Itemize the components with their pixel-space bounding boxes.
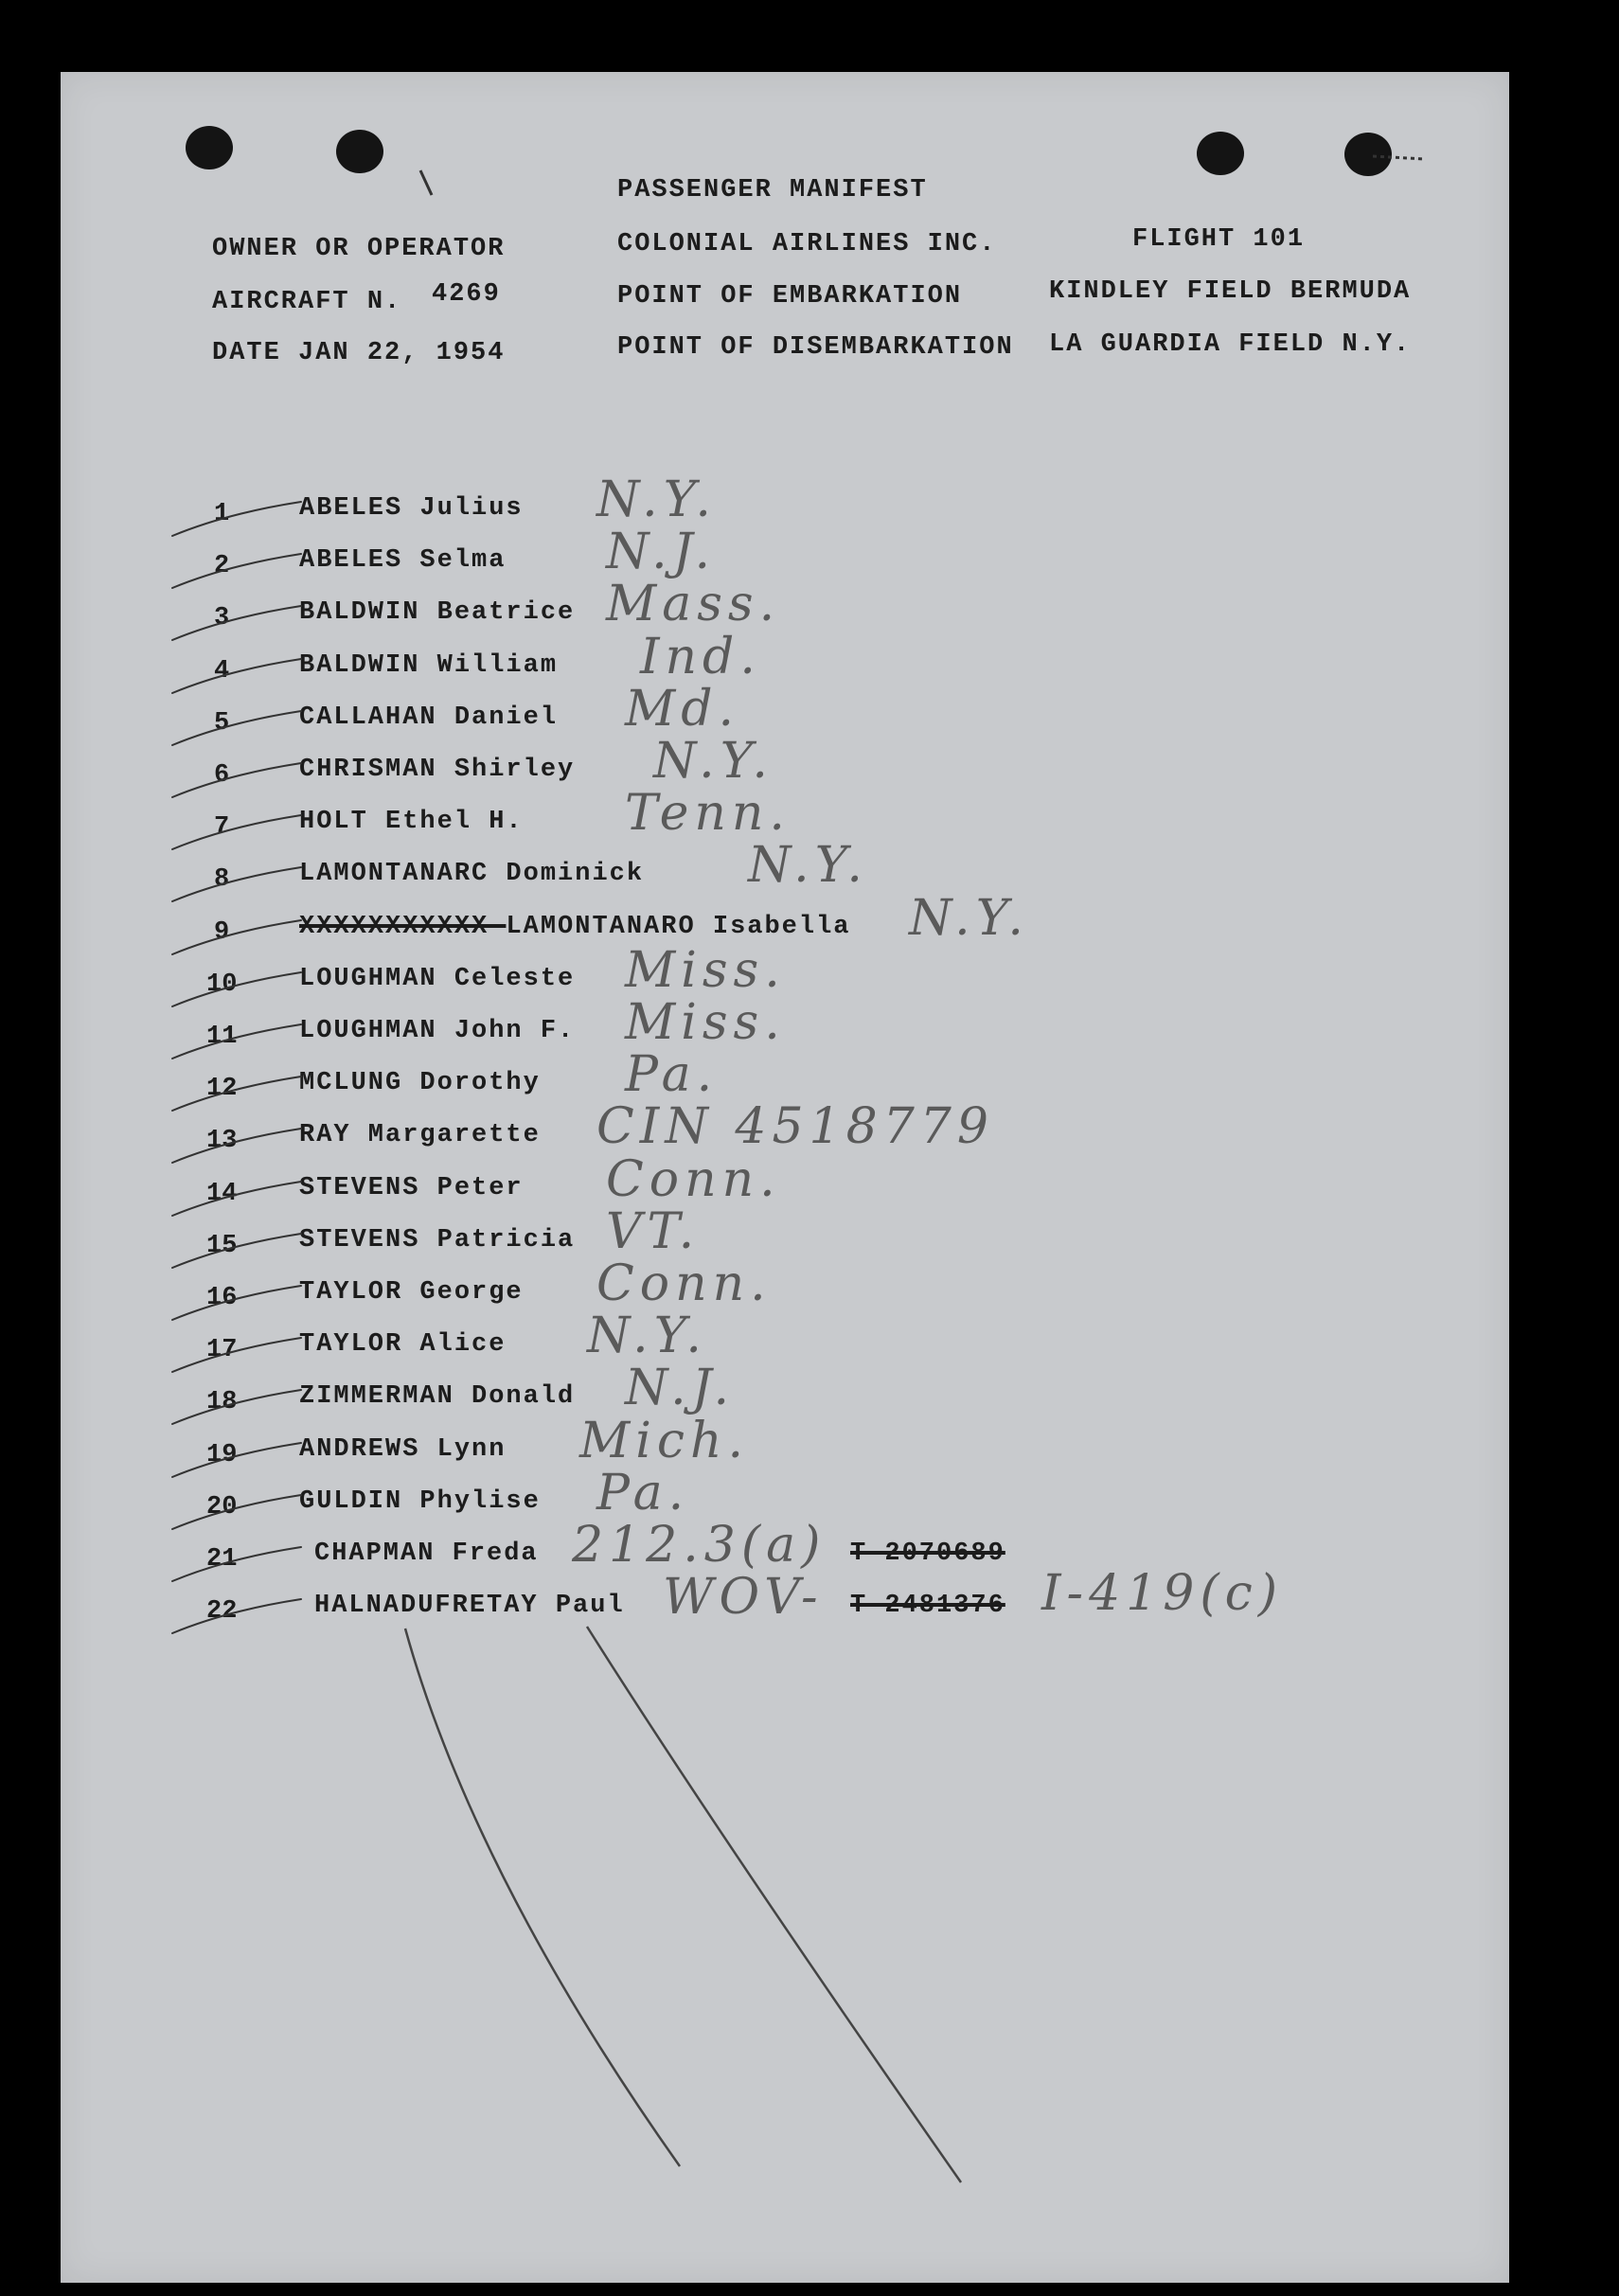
passenger-name-text: MCLUNG Dorothy (299, 1069, 541, 1097)
date-label: DATE JAN 22, 1954 (212, 339, 506, 367)
passenger-number: 8 (214, 865, 230, 894)
handwritten-note: N.Y. (909, 890, 1029, 947)
passenger-name-text: ABELES Julius (299, 494, 524, 523)
passenger-name-text: CALLAHAN Daniel (299, 703, 559, 732)
passenger-name-text: ZIMMERMAN Donald (299, 1382, 576, 1411)
handwritten-note: Pa. (596, 1465, 690, 1522)
passenger-name-text: LAMONTANARO Isabella (506, 913, 851, 941)
passenger-name-text: RAY Margarette (299, 1121, 541, 1149)
check-mark (172, 1129, 301, 1163)
passenger-name-text: ANDREWS Lynn (299, 1435, 507, 1464)
passenger-number: 12 (206, 1075, 238, 1103)
owner-label: OWNER OR OPERATOR (212, 235, 506, 263)
handwritten-note: N.Y. (653, 733, 774, 790)
check-mark (172, 867, 301, 901)
check-mark (172, 1547, 301, 1581)
handwritten-note: N.Y. (596, 472, 717, 528)
struck-code: T-2481376 (850, 1592, 1005, 1620)
passenger-number: 15 (206, 1232, 238, 1260)
check-mark (172, 1443, 301, 1477)
passenger-name-text: CHRISMAN Shirley (299, 756, 576, 784)
check-mark (172, 606, 301, 640)
passenger-number: 18 (206, 1388, 238, 1416)
handwritten-note: N.Y. (748, 837, 868, 894)
passenger-number: 5 (214, 709, 230, 738)
check-mark (172, 972, 301, 1006)
handwritten-note: Pa. (625, 1046, 719, 1103)
passenger-number: 4 (214, 657, 230, 685)
passenger-name-text: BALDWIN Beatrice (299, 598, 576, 627)
passenger-name-text: HOLT Ethel H. (299, 808, 524, 836)
pen-stroke (420, 170, 432, 195)
disembarkation-label: POINT OF DISEMBARKATION (617, 333, 1014, 362)
passenger-number: 10 (206, 970, 238, 999)
passenger-name-text: LOUGHMAN John F. (299, 1017, 576, 1045)
passenger-number: 20 (206, 1493, 238, 1522)
passenger-number: 17 (206, 1336, 238, 1364)
passenger-number: 19 (206, 1441, 238, 1469)
check-mark (172, 1182, 301, 1216)
manifest-title: PASSENGER MANIFEST (617, 176, 928, 205)
handwritten-note: N.J. (606, 524, 717, 580)
passenger-number: 1 (214, 500, 230, 528)
handwritten-note: Md. (625, 681, 740, 738)
check-mark (172, 1286, 301, 1320)
owner-value: COLONIAL AIRLINES INC. (617, 230, 997, 258)
check-mark (172, 554, 301, 588)
pen-stroke (1373, 156, 1425, 159)
check-mark (172, 815, 301, 849)
passenger-number: 22 (206, 1597, 238, 1626)
passenger-number: 2 (214, 552, 230, 580)
check-mark (172, 659, 301, 693)
passenger-name-text: HALNADUFRETAY Paul (314, 1592, 625, 1620)
passenger-number: 3 (214, 604, 230, 632)
embarkation-label: POINT OF EMBARKATION (617, 282, 963, 311)
passenger-number: 21 (206, 1545, 238, 1574)
passenger-name-text: GULDIN Phylise (299, 1487, 541, 1516)
handwritten-note: 212.3(a) (572, 1517, 827, 1574)
handwritten-note: CIN 4518779 (596, 1098, 994, 1155)
struck-code: T-2070689 (850, 1540, 1005, 1568)
pen-stroke (587, 1627, 961, 2182)
check-mark (172, 1338, 301, 1372)
handwritten-note: N.J. (625, 1360, 736, 1416)
aircraft-value: 4269 (432, 280, 501, 309)
passenger-name-text: STEVENS Patricia (299, 1226, 576, 1255)
handwritten-note: I-419(c) (1041, 1565, 1284, 1622)
flight-number: FLIGHT 101 (1132, 225, 1306, 254)
handwritten-note: Ind. (640, 629, 761, 685)
handwritten-note: Conn. (596, 1255, 772, 1312)
passenger-name-text: STEVENS Peter (299, 1174, 524, 1202)
handwritten-note: Miss. (625, 994, 786, 1051)
passenger-number: 6 (214, 761, 230, 790)
embarkation-value: KINDLEY FIELD BERMUDA (1049, 277, 1412, 306)
check-mark (172, 1495, 301, 1529)
passenger-name-text: LAMONTANARC Dominick (299, 860, 645, 888)
handwritten-note: WOV- (663, 1569, 824, 1626)
handwritten-note: Conn. (606, 1151, 781, 1208)
passenger-name-text: TAYLOR Alice (299, 1330, 507, 1359)
handwritten-note: Mich. (579, 1413, 750, 1469)
passenger-number: 11 (206, 1023, 238, 1051)
disembarkation-value: LA GUARDIA FIELD N.Y. (1049, 330, 1412, 359)
passenger-number: 7 (214, 813, 230, 842)
handwritten-note: N.Y. (587, 1308, 707, 1364)
aircraft-label: AIRCRAFT N. (212, 288, 402, 316)
check-mark (172, 920, 301, 954)
handwritten-note: Miss. (625, 942, 786, 999)
passenger-number: 9 (214, 918, 230, 947)
handwritten-note: Mass. (606, 576, 781, 632)
check-mark (172, 763, 301, 797)
handwritten-note: Tenn. (625, 785, 791, 842)
check-mark (172, 1077, 301, 1111)
struck-text: XXXXXXXXXXX (299, 913, 507, 941)
passenger-name-text: LOUGHMAN Celeste (299, 965, 576, 993)
check-mark (172, 502, 301, 536)
passenger-name-text: CHAPMAN Freda (314, 1540, 539, 1568)
handwritten-note: VT. (606, 1203, 701, 1260)
check-mark (172, 1234, 301, 1268)
check-mark (172, 711, 301, 745)
passenger-number: 16 (206, 1284, 238, 1312)
check-mark (172, 1024, 301, 1059)
passenger-number: 13 (206, 1127, 238, 1155)
check-mark (172, 1599, 301, 1633)
passenger-number: 14 (206, 1180, 238, 1208)
passenger-name-text: ABELES Selma (299, 546, 507, 575)
check-mark (172, 1390, 301, 1424)
passenger-name-text: BALDWIN William (299, 651, 559, 680)
passenger-name-text: TAYLOR George (299, 1278, 524, 1307)
